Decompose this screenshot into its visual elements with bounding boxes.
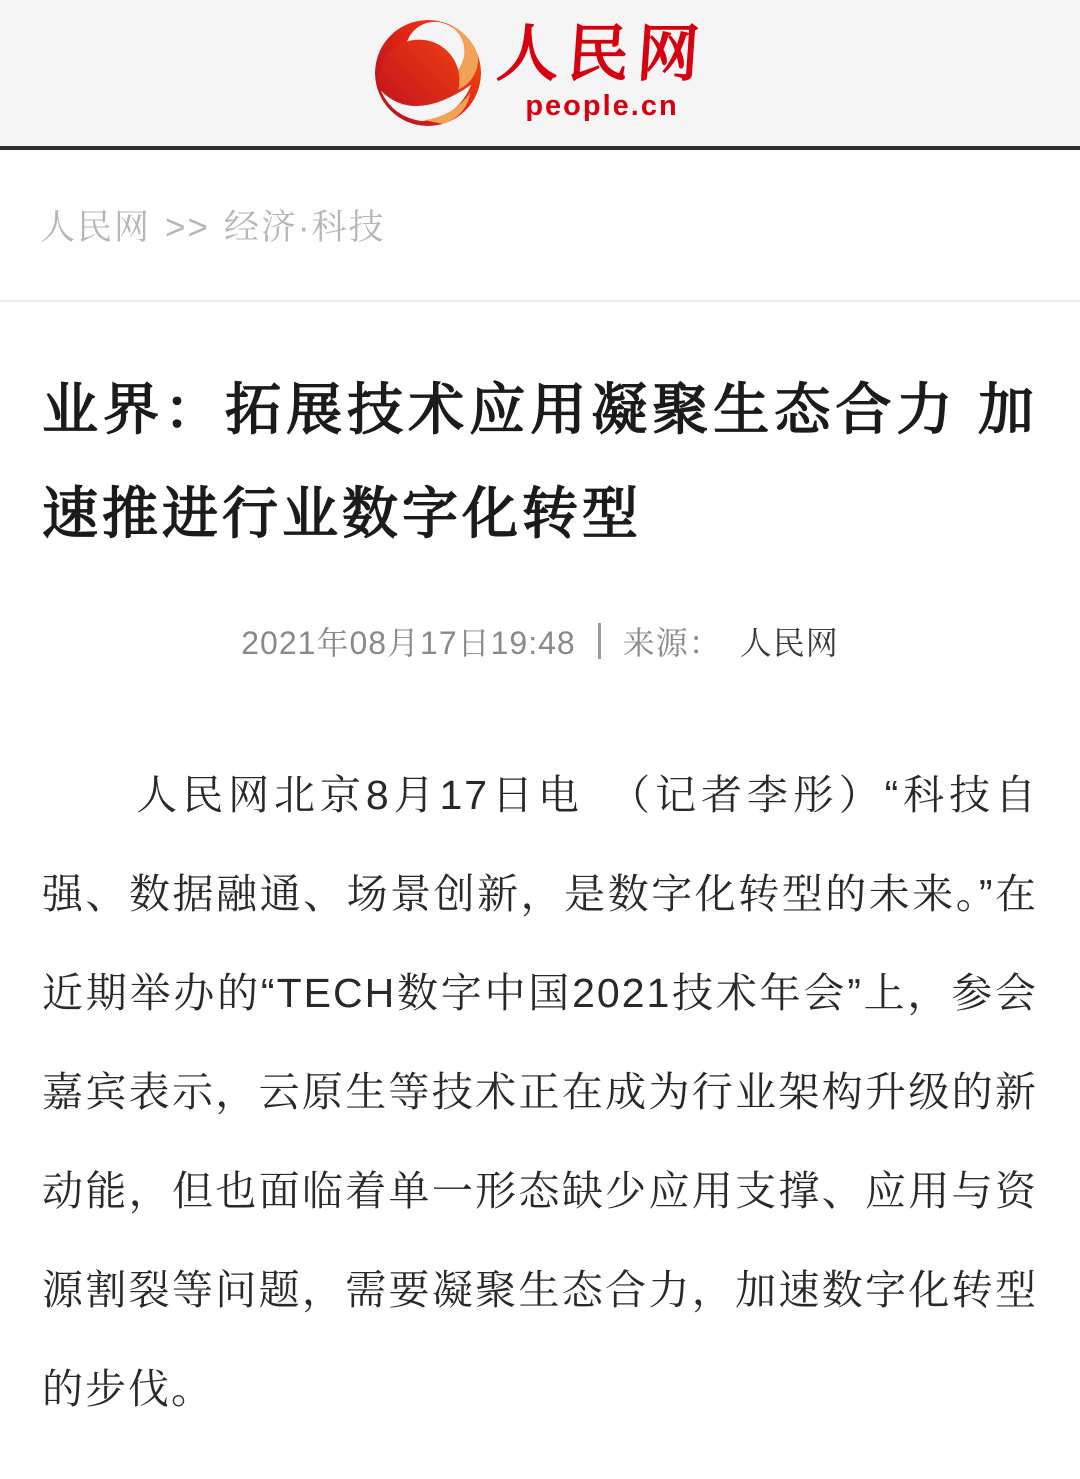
article-body-paragraph: 人民网北京8月17日电 （记者李彤）“科技自强、数据融通、场景创新，是数字化转型的未来。”在近期举办的“TECH数字中国2021技术年会”上，参会嘉宾表示，云原生等技术正在成为行业架构升级的新动能，但也面临着单一形态缺少应用支撑、应用与资源割裂等问题，需要凝聚生态合力，加速数字化转型的步伐。: [42, 772, 1038, 1412]
source-link[interactable]: 人民网: [739, 625, 839, 661]
article-title: 业界：拓展技术应用凝聚生态合力 加速推进行业数字化转型: [42, 378, 1038, 545]
article-main: [0, 302, 1080, 1479]
people-cn-logo[interactable]: [373, 18, 710, 128]
source-label: 来源：: [622, 625, 722, 661]
breadcrumb-home-link[interactable]: 人民网: [40, 208, 152, 247]
publish-datetime: 2021年08月17日19:48: [241, 625, 576, 661]
breadcrumb: [40, 200, 386, 250]
breadcrumb-separator: >>: [165, 208, 210, 247]
logo-domain-text: people.cn: [525, 90, 679, 123]
site-header: [0, 0, 1080, 146]
breadcrumb-section-link[interactable]: 经济·科技: [223, 208, 386, 247]
breadcrumb-band: [0, 150, 1080, 302]
logo-chinese-wordmark: 人民网: [494, 20, 710, 89]
people-cn-swirl-icon: [373, 18, 483, 128]
article-meta: [42, 618, 1038, 664]
logo-text: [494, 20, 710, 123]
meta-separator-bar: [598, 623, 601, 659]
